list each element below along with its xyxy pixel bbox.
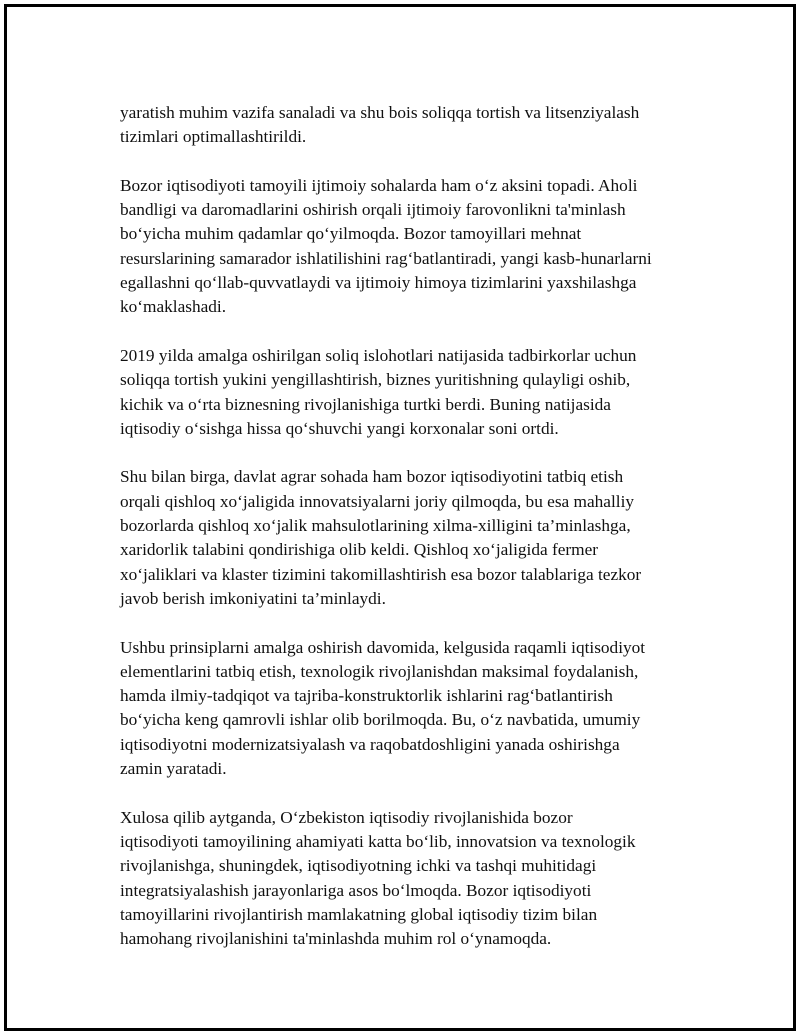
paragraph-digital-economy: Ushbu prinsiplarni amalga oshirish davomida, kelgusida raqamli iqtisodiyot elementlarini tatbiq etish, texnologik rivojlanishdan maksimal foydalanish, hamda ilmiy-tadqiqot va tajriba-konstruktorlik ishlarini rag‘batlantirish bo‘yicha keng qamrovli ishlar olib borilmoqda. Bu, o‘z navbatida, umumiy iqtisodiyotni modernizatsiyalash va raqobatdoshligini yanada oshirishga zamin yaratadi. [120, 637, 646, 779]
paragraph-agriculture: Shu bilan birga, davlat agrar sohada ham bozor iqtisodiyotini tatbiq etish orqali qishloq xo‘jaligida innovatsiyalarni joriy qilmoqda, bu esa mahalliy bozorlarda qishloq xo‘jalik mahsulotlarining xilma-xilligini ta’minlashga, xaridorlik talabini qondirishiga olib keldi. Qishloq xo‘jaligida fermer xo‘jaliklari va klaster tizimini takomillashtirish esa bozor talablariga tezkor javob berish imkoniyatini ta’minlaydi. [120, 467, 642, 608]
document-body [120, 101, 710, 976]
paragraph-continuation: yaratish muhim vazifa sanaladi va shu bois soliqqa tortish va litsenziyalash tizimlari optimallashtirildi. [120, 103, 640, 147]
paragraph-tax-reforms: 2019 yilda amalga oshirilgan soliq islohotlari natijasida tadbirkorlar uchun soliqqa tortish yukini yengillashtirish, biznes yuritishning qulayligi oshib, kichik va o‘rta biznesning rivojlanishiga turtki berdi. Buning natijasida iqtisodiy o‘sishga hissa qo‘shuvchi yangi korxonalar soni ortdi. [120, 345, 637, 438]
paragraph-conclusion: Xulosa qilib aytganda, O‘zbekiston iqtisodiy rivojlanishida bozor iqtisodiyoti tamoyilining ahamiyati katta bo‘lib, innovatsion va texnologik rivojlanishga, shuningdek, iqtisodiyotning ichki va tashqi muhitidagi integratsiyalashish jarayonlariga asos bo‘lmoqda. Bozor iqtisodiyoti tamoyillarini rivojlantirish mamlakatning global iqtisodiy tizim bilan hamohang rivojlanishini ta'minlashda muhim rol o‘ynamoqda. [120, 807, 636, 949]
page-border [4, 4, 796, 1031]
paragraph-social-sphere: Bozor iqtisodiyoti tamoyili ijtimoiy sohalarda ham o‘z aksini topadi. Aholi bandligi va daromadlarini oshirish orqali ijtimoiy farovonlikni ta'minlash bo‘yicha muhim qadamlar qo‘yilmoqda. Bozor tamoyillari mehnat resurslarining samarador ishlatilishini rag‘batlantiradi, yangi kasb-hunarlarni egallashni qo‘llab-quvvatlaydi va ijtimoiy himoya tizimlarini yaxshilashga ko‘maklashadi. [120, 175, 652, 317]
